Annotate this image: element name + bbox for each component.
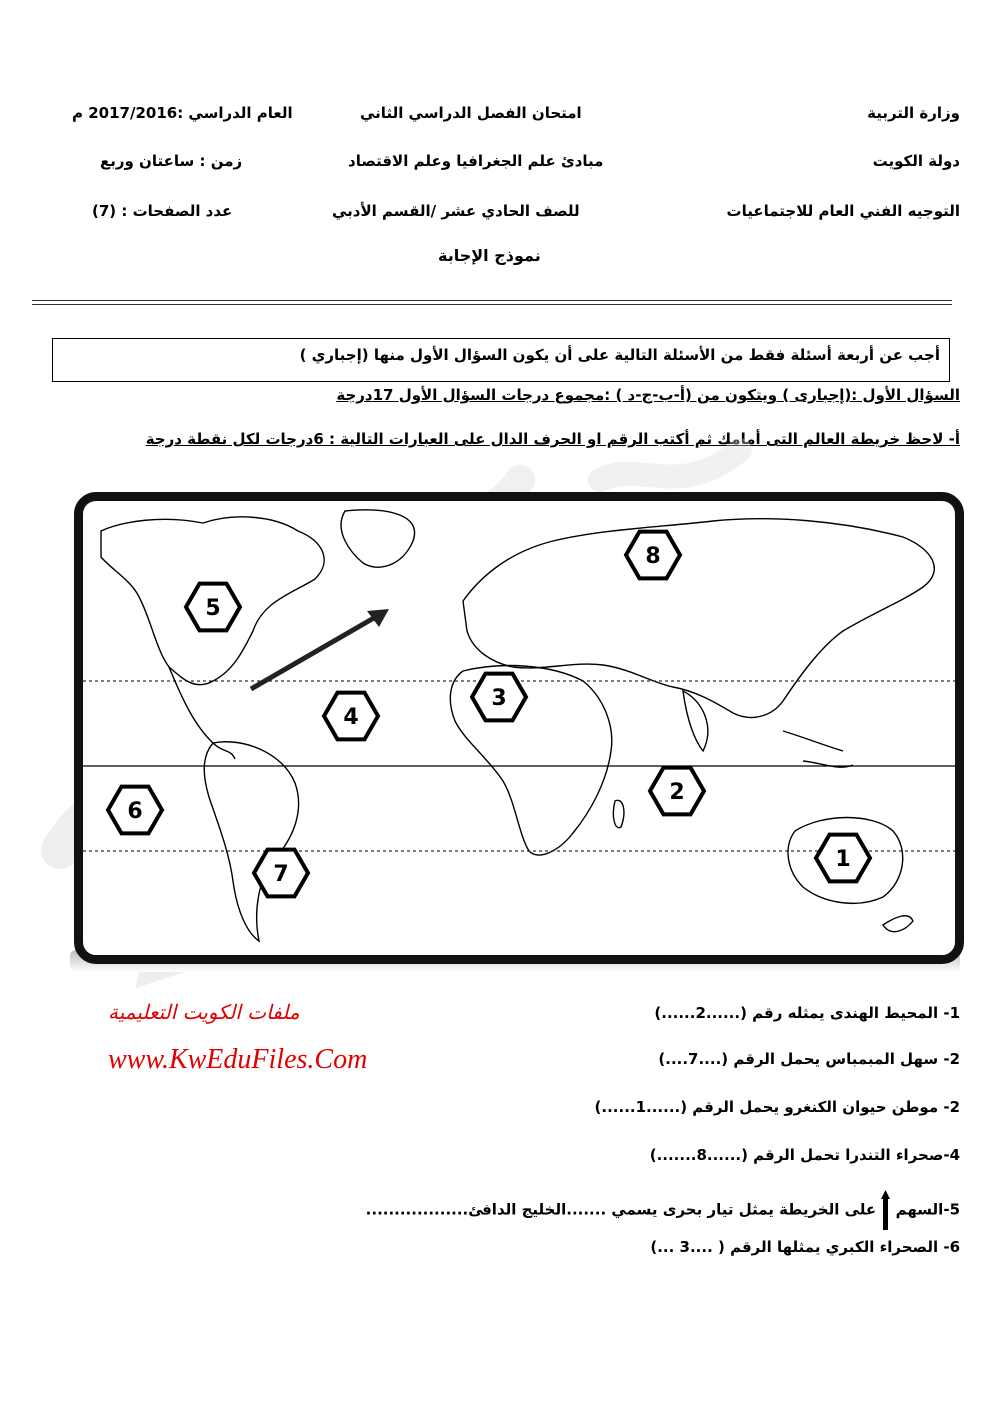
south-america-outline: [204, 742, 298, 941]
part-a-title: أ- لاحظ خريطة العالم التى أمامك ثم أكتب الرقم او الحرف الدال على العبارات التالية : 6درجات لكل نقطة درجة: [145, 430, 960, 448]
central-america-outline: [169, 667, 235, 759]
divider-top: [32, 300, 952, 301]
new-zealand-outline: [883, 916, 913, 932]
gulf-stream-arrow: [251, 609, 389, 689]
map-marker-5: [186, 584, 240, 631]
map-marker-label: 2: [669, 780, 685, 805]
instructions-text: أجب عن أربعة أسئلة فقط من الأسئلة التالية على أن يكون السؤال الأول منها (إجباري ): [299, 346, 940, 364]
map-marker-2: [650, 768, 704, 815]
answer-5-prefix: 5-السهم: [895, 1200, 960, 1219]
exam-time: زمن : ساعتان وربع: [100, 152, 243, 170]
map-marker-6: [108, 787, 162, 834]
exam-label: امتحان الفصل الدراسي الثاني: [360, 104, 582, 122]
question1-title: السؤال الأول :(إجبارى ) ويتكون من (أ-ب-ج-د ) :مجموع درجات السؤال الأول 17درجة: [336, 386, 960, 404]
answer-key-title: نموذج الإجابة: [438, 246, 541, 265]
map-marker-3: [472, 674, 526, 721]
page-count: عدد الصفحات : (7): [92, 202, 233, 220]
madagascar-outline: [613, 800, 623, 827]
brand-url[interactable]: www.KwEduFiles.Com: [108, 1044, 368, 1075]
country-label: دولة الكويت: [872, 152, 960, 170]
map-marker-1: [816, 835, 870, 882]
world-map: [83, 501, 955, 955]
answer-5: [366, 1190, 960, 1230]
brand-arabic: ملفات الكويت التعليمية: [108, 1000, 300, 1024]
map-marker-label: 5: [205, 596, 221, 621]
eurasia-outline: [463, 519, 934, 718]
academic-year: العام الدراسي :2017/2016 م: [72, 104, 293, 122]
map-marker-label: 4: [343, 705, 359, 730]
subject-label: مبادئ علم الجغرافيا وعلم الاقتصاد: [348, 152, 604, 170]
divider-bottom: [32, 304, 952, 305]
map-marker-7: [254, 850, 308, 897]
department-label: التوجيه الفني العام للاجتماعيات: [726, 202, 960, 220]
grade-label: للصف الحادي عشر /القسم الأدبي: [332, 202, 580, 220]
map-marker-label: 7: [273, 862, 289, 887]
india-outline: [683, 691, 708, 751]
answer-5-suffix: على الخريطة يمثل تيار بحرى يسمي .......الخليج الدافئ..................: [365, 1200, 877, 1219]
map-marker-4: [324, 693, 378, 740]
answer-3: 2- موطن حيوان الكنغرو يحمل الرقم (......1......): [594, 1098, 960, 1116]
answer-6: 6- الصحراء الكبري يمثلها الرقم ( ....3 ...): [650, 1238, 960, 1256]
map-marker-8: [626, 532, 680, 579]
ministry-label: وزارة التربية: [867, 104, 960, 122]
answer-4: 4-صحراء التندرا تحمل الرقم (......8.......): [649, 1146, 960, 1164]
map-marker-label: 3: [491, 686, 507, 711]
up-arrow-icon: [881, 1190, 890, 1230]
answer-2: 2- سهل المبمباس يحمل الرقم (....7....): [658, 1050, 960, 1068]
map-marker-label: 1: [835, 847, 851, 872]
se-asia-islands-outline: [783, 731, 853, 767]
world-map-frame: [74, 492, 964, 964]
answer-1: 1- المحيط الهندى يمثله رقم (......2......): [654, 1004, 960, 1022]
map-marker-label: 8: [645, 544, 661, 569]
greenland-outline: [341, 510, 415, 567]
map-marker-label: 6: [127, 799, 143, 824]
